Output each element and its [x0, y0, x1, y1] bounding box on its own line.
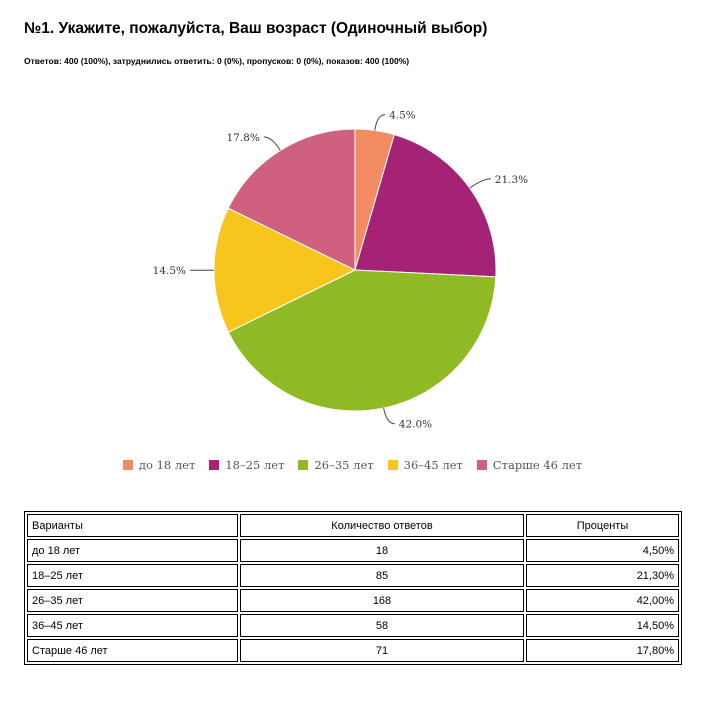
legend-swatch: [123, 460, 133, 470]
table-cell: 168: [240, 589, 524, 612]
chart-legend: [0, 458, 705, 472]
table-row: [27, 539, 679, 562]
legend-label: 26–35 лет: [314, 458, 374, 472]
table-cell: 21,30%: [526, 564, 679, 587]
table-row: [27, 589, 679, 612]
table-header-cell: Количество ответов: [240, 514, 524, 537]
table-cell: 71: [240, 639, 524, 662]
legend-item: [123, 458, 195, 472]
table-cell: до 18 лет: [27, 539, 238, 562]
table-cell: 4,50%: [526, 539, 679, 562]
legend-item: [209, 458, 284, 472]
legend-item: [388, 458, 463, 472]
legend-swatch: [209, 460, 219, 470]
table-cell: 18–25 лет: [27, 564, 238, 587]
table-row: [27, 639, 679, 662]
table-header-cell: Проценты: [526, 514, 679, 537]
table-row: [27, 614, 679, 637]
legend-label: 36–45 лет: [403, 458, 463, 472]
legend-item: [298, 458, 373, 472]
data-label: 4.5%: [389, 109, 416, 122]
legend-swatch: [477, 460, 487, 470]
table-cell: 36–45 лет: [27, 614, 238, 637]
pie-chart: [0, 80, 705, 455]
table-cell: 58: [240, 614, 524, 637]
data-label: 14.5%: [152, 265, 186, 278]
label-connector: [384, 408, 395, 424]
table-header-cell: Варианты: [27, 514, 238, 537]
data-label: 21.3%: [494, 173, 529, 186]
label-connector: [375, 115, 385, 131]
legend-label: 18–25 лет: [225, 458, 285, 472]
results-table: [24, 511, 682, 665]
table-header-row: [27, 514, 679, 537]
response-stats: Ответов: 400 (100%), затруднились ответить: 0 (0%), пропусков: 0 (0%), показов: 400 (100%): [24, 56, 410, 66]
data-label: 17.8%: [226, 131, 260, 144]
table-cell: 17,80%: [526, 639, 679, 662]
legend-label: Старше 46 лет: [492, 458, 583, 472]
table-row: [27, 564, 679, 587]
table-cell: Старше 46 лет: [27, 639, 238, 662]
legend-swatch: [298, 460, 308, 470]
data-label: 42.0%: [398, 418, 433, 431]
table-cell: 26–35 лет: [27, 589, 238, 612]
legend-item: [477, 458, 582, 472]
label-connector: [264, 137, 281, 151]
table-cell: 14,50%: [526, 614, 679, 637]
label-connector: [470, 179, 491, 188]
table-cell: 85: [240, 564, 524, 587]
table-cell: 18: [240, 539, 524, 562]
page-title: №1. Укажите, пожалуйста, Ваш возраст (Одиночный выбор): [24, 20, 488, 37]
legend-swatch: [388, 460, 398, 470]
table-cell: 42,00%: [526, 589, 679, 612]
legend-label: до 18 лет: [138, 458, 196, 472]
